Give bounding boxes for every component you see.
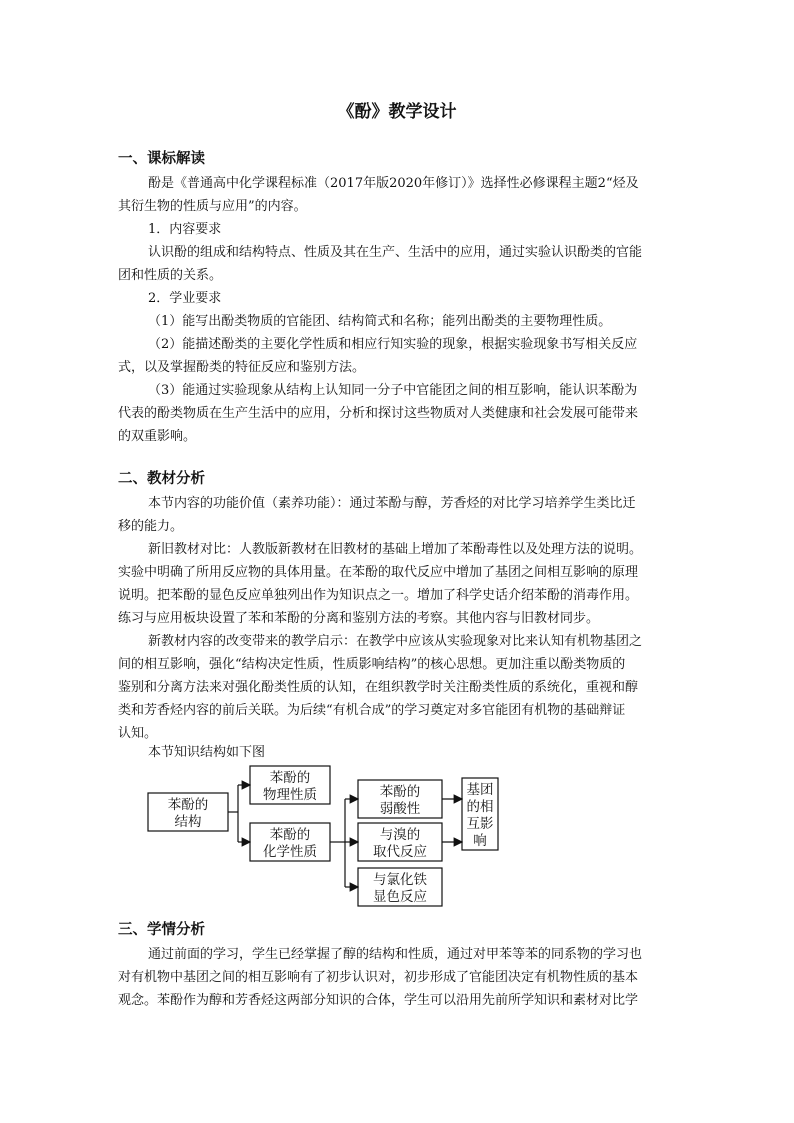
academic-req-label: 2．学业要求	[148, 291, 222, 306]
acid-line-1: 苯酚的	[379, 784, 421, 800]
structure-line-2: 结构	[174, 814, 202, 830]
physical-line-1: 苯酚的	[269, 770, 311, 786]
mutual-line-1: 基团	[466, 782, 494, 798]
req-1: （1）能写出酚类物质的官能团、结构简式和名称；能列出酚类的主要物理性质。	[148, 314, 612, 329]
section-2-heading: 二、教材分析	[118, 471, 205, 487]
structure-line-1: 苯酚的	[167, 797, 209, 813]
s2-p3-line-2: 间的相互影响，强化“结构决定性质，性质影响结构”的核心思想。更加注重以酚类物质的	[118, 657, 626, 672]
intro-line-2: 其衍生物的性质与应用”的内容。	[118, 199, 307, 214]
bromine-line-1: 与溴的	[379, 827, 421, 843]
section-1-heading: 一、课标解读	[118, 151, 205, 167]
mutual-line-2: 的相	[466, 799, 494, 815]
req-2-line-2: 式，以及掌握酚类的特征反应和鉴别方法。	[118, 360, 366, 375]
intro-line-1: 酚是《普通高中化学课程标准（2017年版2020年修订）》选择性必修课程主题2“烃及	[148, 176, 639, 191]
req-3-line-3: 的双重影响。	[118, 429, 197, 444]
req-3-line-1: （3）能通过实验现象从结构上认知同一分子中官能团之间的相互影响，能认识苯酚为	[148, 383, 638, 398]
s2-p2-line-1: 新旧教材对比：人教版新教材在旧教材的基础上增加了苯酚毒性以及处理方法的说明。	[148, 542, 643, 557]
s2-p1-line-2: 移的能力。	[118, 519, 184, 534]
req-3-line-2: 代表的酚类物质在生产生活中的应用，分析和探讨这些物质对人类健康和社会发展可能带来	[118, 406, 639, 421]
diagram-caption: 本节知识结构如下图	[148, 745, 266, 760]
s2-p3-line-3: 鉴别和分离方法来对强化酚类性质的认知，在组织教学时关注酚类性质的系统化，重视和醇	[118, 680, 639, 695]
s3-p1-line-1: 通过前面的学习，学生已经掌握了醇的结构和性质，通过对甲苯等苯的同系物的学习也	[148, 947, 643, 962]
chemical-line-2: 化学性质	[263, 844, 317, 860]
acid-line-2: 弱酸性	[379, 801, 421, 817]
ferric-line-2: 显色反应	[373, 889, 427, 905]
s2-p2-line-2: 实验中明确了所用反应物的具体用量。在苯酚的取代反应中增加了基团之间相互影响的原理	[118, 565, 639, 580]
content-req-line-2: 团和性质的关系。	[118, 268, 223, 283]
mutual-line-3: 互影	[466, 816, 494, 832]
knowledge-structure-diagram	[140, 760, 510, 910]
s3-p1-line-3: 观念。苯酚作为醇和芳香烃这两部分知识的合体，学生可以沿用先前所学知识和素材对比学	[118, 993, 639, 1008]
ferric-line-1: 与氯化铁	[373, 872, 427, 888]
s3-p1-line-2: 对有机物中基团之间的相互影响有了初步认识对，初步形成了官能团决定有机物性质的基本	[118, 970, 639, 985]
bromine-line-2: 取代反应	[373, 844, 427, 860]
s2-p3-line-5: 认知。	[118, 726, 158, 741]
s2-p1-line-1: 本节内容的功能价值（素养功能）：通过苯酚与醇，芳香烃的对比学习培养学生类比迁	[148, 496, 636, 511]
content-req-line-1: 认识酚的组成和结构特点、性质及其在生产、生活中的应用，通过实验认识酚类的官能	[148, 245, 643, 260]
req-2-line-1: （2）能描述酚类的主要化学性质和相应行知实验的现象，根据实验现象书写相关反应	[148, 337, 638, 352]
content-req-label: 1．内容要求	[148, 222, 222, 237]
chemical-line-1: 苯酚的	[269, 827, 311, 843]
section-3-heading: 三、学情分析	[118, 922, 205, 938]
physical-line-2: 物理性质	[263, 787, 317, 803]
s2-p2-line-3: 说明。把苯酚的显色反应单独列出作为知识点之一。增加了科学史话介绍苯酚的消毒作用。	[118, 588, 639, 603]
mutual-line-4: 响	[473, 833, 487, 849]
s2-p3-line-4: 类和芳香烃内容的前后关联。为后续“有机合成”的学习奠定对多官能团有机物的基础辩证	[118, 703, 626, 718]
s2-p2-line-4: 练习与应用板块设置了苯和苯酚的分离和鉴别方法的考察。其他内容与旧教材同步。	[118, 611, 600, 626]
s2-p3-line-1: 新教材内容的改变带来的教学启示：在教学中应该从实验现象对比来认知有机物基团之	[148, 634, 643, 649]
page-title: 《酚》教学设计	[337, 102, 457, 122]
